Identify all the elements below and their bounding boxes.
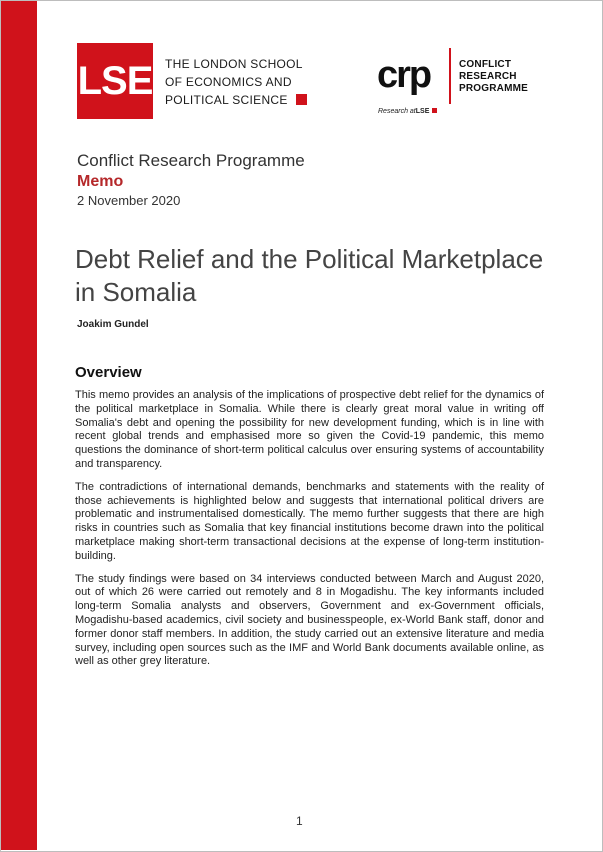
doc-type: Memo bbox=[77, 173, 124, 190]
crp-logo: crp bbox=[377, 54, 431, 96]
programme-name: Conflict Research Programme bbox=[77, 151, 305, 170]
paragraph-1: This memo provides an analysis of the implications of prospective debt relief for the dynamics of the political marketplace in Somalia. While there is clearly great moral value in writing off Somalia's debt and opening the possibility for new development funding, which is in line with recent global trends and emphasised more so given the Covid-19 pandemic, this memo questions the dominance of short-term political calculus over ensuring systems of accountability and transparency. bbox=[75, 389, 544, 470]
lse-logo-text: LSE bbox=[77, 58, 153, 103]
lse-name-line-3-wrap bbox=[165, 91, 307, 109]
doc-body bbox=[75, 389, 544, 678]
red-side-bar bbox=[1, 1, 37, 850]
red-square-icon bbox=[296, 94, 307, 105]
lse-logo bbox=[77, 43, 153, 119]
section-heading: Overview bbox=[75, 364, 142, 381]
crp-text-line-1: CONFLICT bbox=[459, 59, 512, 70]
lse-name-line-1: THE LONDON SCHOOL bbox=[165, 57, 303, 71]
crp-text bbox=[459, 59, 528, 95]
crp-divider bbox=[449, 48, 451, 104]
crp-tagline bbox=[378, 108, 437, 115]
page-number: 1 bbox=[296, 814, 303, 828]
crp-text-line-3: PROGRAMME bbox=[459, 83, 529, 94]
crp-tagline-prefix: Research at bbox=[378, 108, 416, 115]
paragraph-2: The contradictions of international demands, benchmarks and statements with the reality of those achievements is highlighted below and suggests that international political drivers are problematic and instrumentalised domestically. The memo further suggests that there are high risks in countries such as Somalia that key financial institutions become drawn into the political marketplace making short-term transactional decisions at the expense of long-term institution-building. bbox=[75, 480, 544, 562]
lse-name-line-2: OF ECONOMICS AND bbox=[165, 75, 292, 89]
crp-text-line-2: RESEARCH bbox=[459, 71, 517, 82]
doc-author: Joakim Gundel bbox=[77, 319, 149, 330]
lse-name-line-3: POLITICAL SCIENCE bbox=[165, 93, 288, 107]
red-square-small-icon bbox=[432, 108, 437, 113]
crp-tagline-brand: LSE bbox=[415, 108, 430, 115]
doc-title: Debt Relief and the Political Marketplace in Somalia bbox=[75, 244, 544, 307]
paragraph-3: The study findings were based on 34 interviews conducted between March and August 2020, out of which 26 were carried out remotely and 8 in Mogadishu. The key informants included long-term Somalia analysts and observers, Government and ex-Government officials, Mogadishu-based academics, civil society and businesspeople, ex-World Bank staff, donor and former donor staff members. In addition, the study carried out an extensive literature and media survey, including open sources such as the IMF and World Bank documents available online, as well as other grey literature. bbox=[75, 572, 544, 668]
lse-name bbox=[165, 55, 307, 109]
doc-date: 2 November 2020 bbox=[77, 193, 181, 208]
